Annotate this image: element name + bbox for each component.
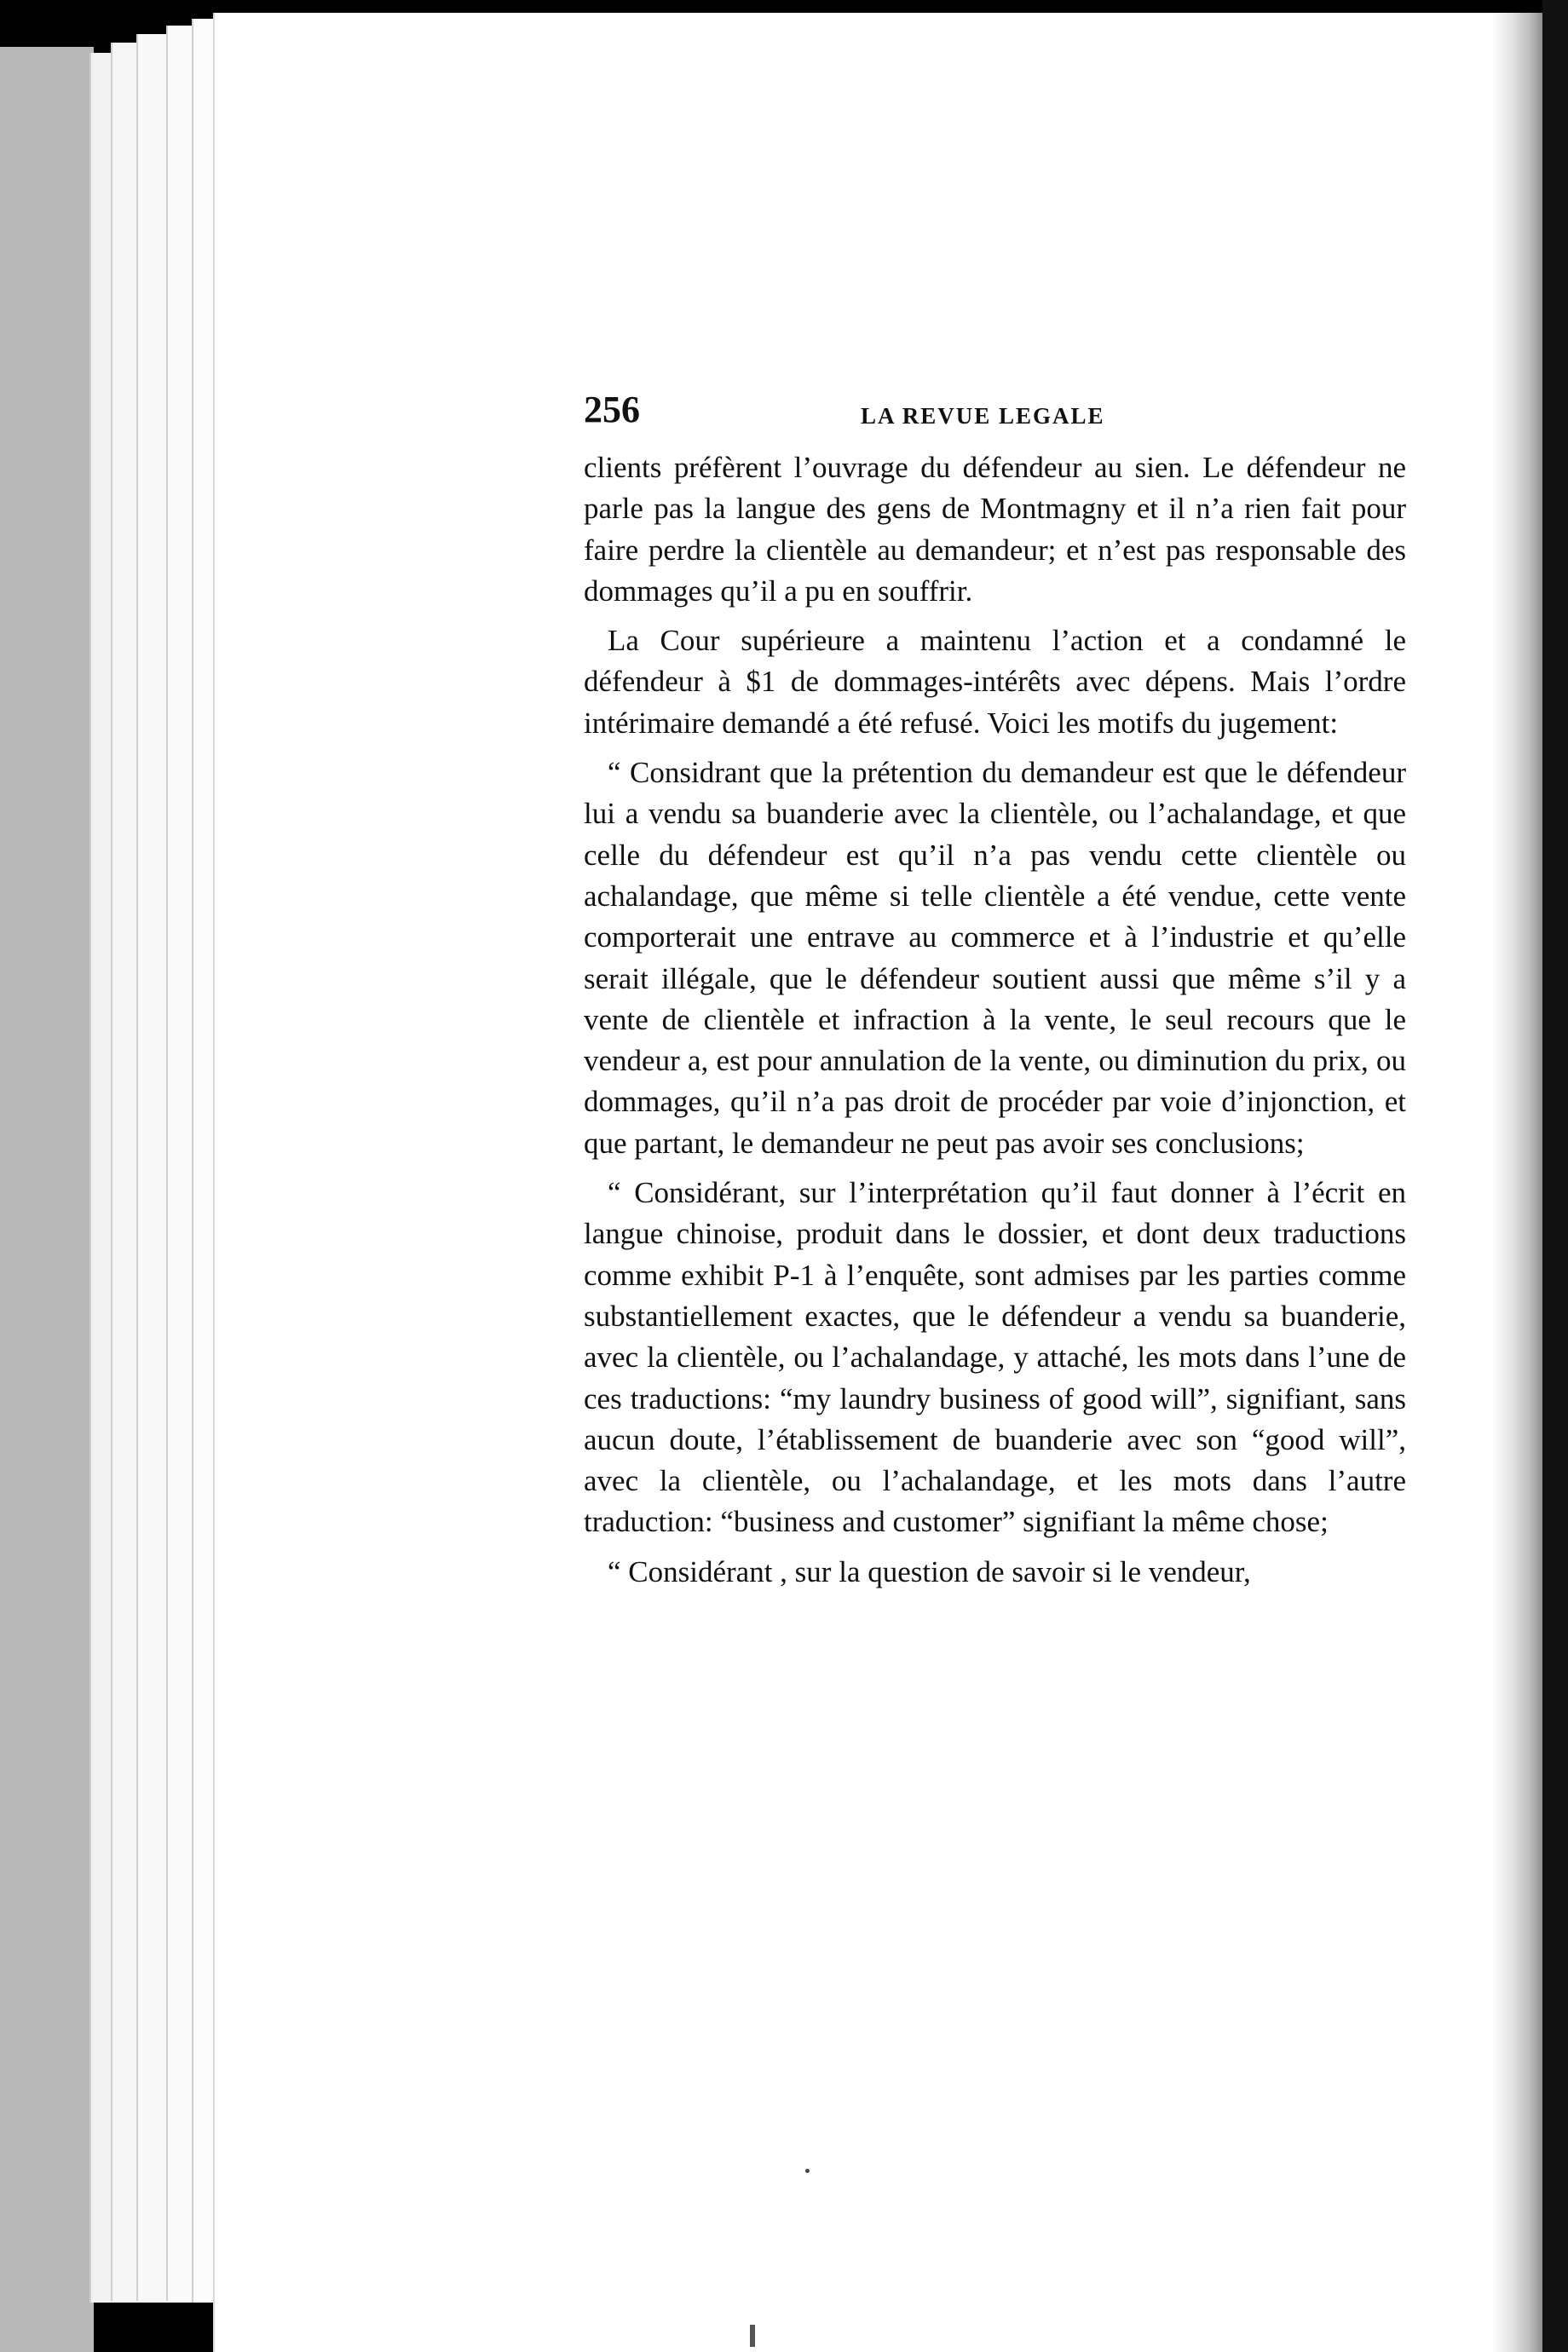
paragraph-quote: “ Considérant, sur l’interprétation qu’il faut donner à l’écrit en langue chinoise, produit dans le dossier, et dont deux traductions comme exhibit P-1 à l’enquête, sont admises par les parties comme substantiellement exactes, que le défendeur a vendu sa buanderie, avec la clientèle, ou l’achalandage, y attaché, les mots dans l’une de ces traductions: “my laundry business of good will”, signifiant, sans aucun doute, l’établissement de buanderie avec son “good will”, avec la clientèle, ou l’achalandage, et les mots dans l’autre traduction: “business and customer” signifiant la même chose;: [584, 1176, 1406, 1539]
scan-right-border: [1542, 0, 1568, 2352]
paragraph-continuation: clients préfèrent l’ouvrage du défendeur au sien. Le défendeur ne parle pas la langue des gens de Montmagny et il n’a rien fait pour faire perdre la clientèle au demandeur; et n’est pas responsable des dommages qu’il a pu en souffrir.: [584, 451, 1406, 608]
paragraph: La Cour supérieure a maintenu l’action et a condamné le défendeur à $1 de dommages-intérêts avec dépens. Mais l’ordre intérimaire demandé a été refusé. Voici les motifs du jugement:: [584, 624, 1406, 740]
scan-left-background: [0, 47, 94, 2352]
paragraph-quote: “ Considérant , sur la question de savoir si le vendeur,: [608, 1554, 1251, 1588]
page-number: 256: [584, 389, 640, 430]
paragraph-quote: “ Considrant que la prétention du demandeur est que le défendeur lui a vendu sa buanderie avec la clientèle, ou l’achalandage, et que celle du défendeur est qu’il n’a pas vendu cette clientèle ou achalandage, que même si telle clientèle a été vendue, cette vente comporterait une entrave au commerce et à l’industrie et qu’elle serait illégale, que le défendeur soutient aussi que même s’il y a vente de clientèle et infraction à la vente, le seul recours que le vendeur a, est pour annulation de la vente, ou diminution du prix, ou dommages, qu’il n’a pas droit de procéder par voie d’injonction, et que partant, le demandeur ne peut pas avoir ses conclusions;: [584, 756, 1406, 1160]
page-gutter-shadow: [1491, 13, 1542, 2352]
page-header: [584, 388, 1406, 447]
scan-artifact: [750, 2325, 755, 2347]
body-text: [584, 447, 1406, 1593]
page-content: [584, 388, 1406, 1593]
dust-speck: [805, 2169, 810, 2173]
running-head: LA REVUE LEGALE: [861, 403, 1105, 429]
